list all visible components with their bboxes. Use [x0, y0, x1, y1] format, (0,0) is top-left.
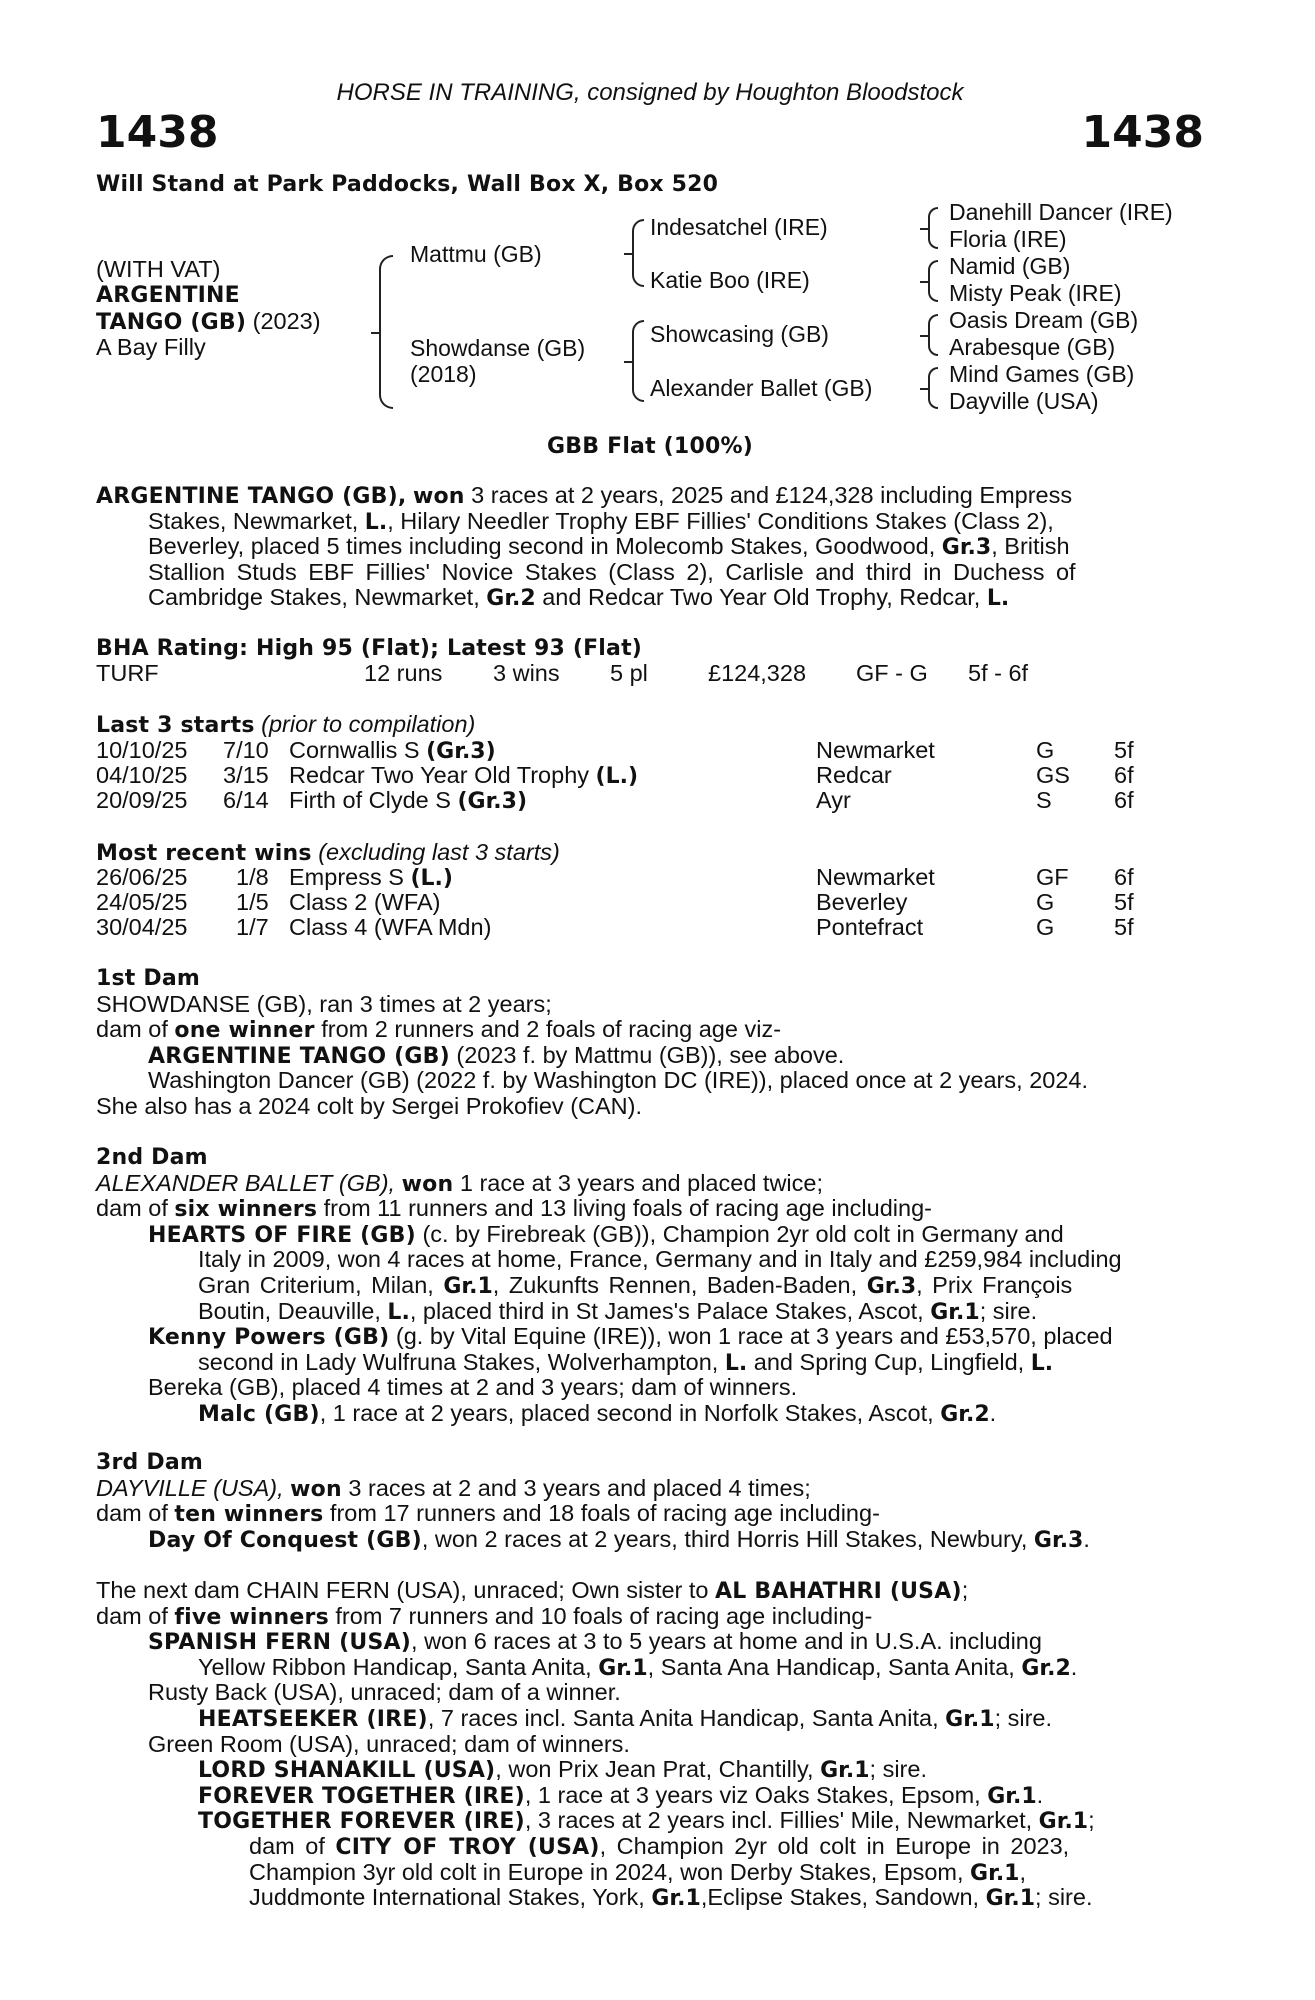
vat-note: (WITH VAT)	[96, 256, 221, 282]
pedigree-g8: Dayville (USA)	[949, 388, 1099, 414]
pedigree-g3: Namid (GB)	[949, 253, 1071, 279]
spanish-fern-line1: SPANISH FERN (USA), won 6 races at 3 to 5 years at home and in U.S.A. including	[148, 1628, 1042, 1656]
bha-turf-record	[96, 661, 1204, 687]
pedigree-brace-g4	[928, 367, 938, 409]
heatseeker-line: HEATSEEKER (IRE), 7 races incl. Santa Anita Handicap, Santa Anita, Gr.1; sire.	[198, 1704, 1053, 1732]
hearts-of-fire-line1: HEARTS OF FIRE (GB) (c. by Firebreak (GB)), Champion 2yr old colt in Germany and	[148, 1220, 1064, 1248]
bha-runs: 12 runs	[364, 660, 443, 686]
first-dam-line4: Washington Dancer (GB) (2022 f. by Washington DC (IRE)), placed once at 2 years, 2024.	[148, 1067, 1088, 1094]
bha-going: GF - G	[856, 660, 928, 686]
summary-line1: 3 races at 2 years, 2025 and £124,328 including Empress	[471, 482, 1073, 508]
first-dam-line1: SHOWDANSE (GB), ran 3 times at 2 years;	[96, 990, 552, 1017]
next-dam-line2: dam of five winners from 7 runners and 10 foals of racing age including-	[96, 1602, 873, 1630]
hearts-of-fire-line2: Italy in 2009, won 4 races at home, France, Germany and in Italy and £259,984 including	[198, 1246, 1122, 1273]
last3-row: 04/10/25 3/15 Redcar Two Year Old Trophy (L.) Redcar GS 6f	[96, 762, 1134, 789]
last3-title: Last 3 starts (prior to compilation)	[96, 711, 476, 738]
catalogue-page	[96, 0, 1204, 2000]
forever-together-line: FOREVER TOGETHER (IRE), 1 race at 3 years viz Oaks Stakes, Epsom, Gr.1.	[198, 1781, 1044, 1809]
pedigree-dam-sire: Showcasing (GB)	[650, 321, 829, 347]
pedigree-sire-dam: Katie Boo (IRE)	[650, 267, 810, 293]
horse-name-text: TANGO (GB)	[96, 310, 247, 335]
next-dam-section	[96, 1578, 1204, 1911]
second-dam-section	[96, 1145, 1204, 1427]
summary-line3: Beverley, placed 5 times including second in Molecomb Stakes, Goodwood, Gr.3, British	[148, 533, 1070, 561]
green-room-line: Green Room (USA), unraced; dam of winners.	[148, 1730, 630, 1757]
pedigree-dam-dam: Alexander Ballet (GB)	[650, 375, 873, 401]
first-dam-title: 1st Dam	[96, 966, 201, 991]
kenny-powers-line2: second in Lady Wulfruna Stakes, Wolverhampton, L. and Spring Cup, Lingfield, L.	[198, 1348, 1054, 1376]
first-dam-line5: She also has a 2024 colt by Sergei Prokofiev (CAN).	[96, 1092, 642, 1119]
second-dam-line1: ALEXANDER BALLET (GB), won 1 race at 3 years and placed twice;	[96, 1169, 823, 1197]
pedigree-brace-main	[379, 255, 393, 409]
bha-earnings: £124,328	[708, 660, 807, 686]
race-summary	[96, 483, 1204, 611]
horse-year: (2023)	[252, 308, 321, 334]
together-forever-line2: dam of CITY OF TROY (USA), Champion 2yr old colt in Europe in 2023,	[249, 1832, 1070, 1860]
third-dam-title: 3rd Dam	[96, 1450, 203, 1475]
last3-row: 20/09/25 6/14 Firth of Clyde S (Gr.3) Ayr S 6f	[96, 787, 1134, 814]
malc-line: Malc (GB), 1 race at 2 years, placed second in Norfolk Stakes, Ascot, Gr.2.	[198, 1399, 997, 1427]
second-dam-line2: dam of six winners from 11 runners and 13 living foals of racing age including-	[96, 1195, 932, 1223]
hearts-of-fire-line3: Gran Criterium, Milan, Gr.1, Zukunfts Rennen, Baden-Baden, Gr.3, Prix François	[198, 1271, 1073, 1299]
third-dam-line2: dam of ten winners from 17 runners and 18 foals of racing age including-	[96, 1500, 880, 1528]
together-forever-line1: TOGETHER FOREVER (IRE), 3 races at 2 years incl. Fillies' Mile, Newmarket, Gr.1;	[198, 1807, 1095, 1835]
pedigree-g1: Danehill Dancer (IRE)	[949, 199, 1173, 225]
summary-line2: Stakes, Newmarket, L., Hilary Needler Trophy EBF Fillies' Conditions Stakes (Class 2),	[148, 507, 1054, 535]
bha-distance: 5f - 6f	[968, 660, 1029, 686]
stand-location: Will Stand at Park Paddocks, Wall Box X, Box 520	[96, 172, 719, 197]
catalogue-header-subtitle: HORSE IN TRAINING, consigned by Houghton Bloodstock	[336, 79, 964, 106]
hearts-of-fire-line4: Boutin, Deauville, L., placed third in St James's Palace Stakes, Ascot, Gr.1; sire.	[198, 1297, 1038, 1325]
third-dam-line1: DAYVILLE (USA), won 3 races at 2 and 3 years and placed 4 times;	[96, 1474, 811, 1502]
recent-win-row: 30/04/25 1/7 Class 4 (WFA Mdn) Pontefract G 5f	[96, 914, 1134, 940]
pedigree-g4: Misty Peak (IRE)	[949, 280, 1122, 306]
bha-surface: TURF	[96, 660, 159, 686]
pedigree-g2: Floria (IRE)	[949, 226, 1067, 252]
pedigree-brace-g3	[928, 314, 938, 356]
pedigree-brace-g1	[928, 207, 938, 249]
next-dam-line1: The next dam CHAIN FERN (USA), unraced; Own sister to AL BAHATHRI (USA);	[96, 1577, 969, 1604]
pedigree-brace-dam	[632, 320, 644, 402]
recent-wins-title: Most recent wins (excluding last 3 starts)	[96, 839, 560, 866]
spanish-fern-line2: Yellow Ribbon Handicap, Santa Anita, Gr.1, Santa Ana Handicap, Santa Anita, Gr.2.	[198, 1653, 1078, 1681]
day-of-conquest-line: Day Of Conquest (GB), won 2 races at 2 years, third Horris Hill Stakes, Newbury, Gr.3.	[148, 1525, 1090, 1553]
first-dam-line3: ARGENTINE TANGO (GB) (2023 f. by Mattmu (GB)), see above.	[148, 1041, 845, 1069]
recent-win-row: 24/05/25 1/5 Class 2 (WFA) Beverley G 5f	[96, 889, 1134, 915]
bha-rating-title: BHA Rating: High 95 (Flat); Latest 93 (Flat)	[96, 636, 643, 661]
together-forever-line3: Champion 3yr old colt in Europe in 2024, won Derby Stakes, Epsom, Gr.1,	[249, 1858, 1027, 1886]
first-dam-section	[96, 966, 1204, 1120]
bereka-line: Bereka (GB), placed 4 times at 2 and 3 years; dam of winners.	[148, 1374, 798, 1401]
summary-horse-name: ARGENTINE TANGO (GB),	[96, 484, 407, 509]
second-dam-title: 2nd Dam	[96, 1145, 208, 1170]
first-dam-line2: dam of one winner from 2 runners and 2 foals of racing age viz-	[96, 1016, 782, 1044]
pedigree-sire: Mattmu (GB)	[410, 241, 542, 267]
pedigree-g6: Arabesque (GB)	[949, 334, 1116, 360]
pedigree-g5: Oasis Dream (GB)	[949, 307, 1139, 333]
horse-name-line2	[96, 309, 321, 336]
recent-win-row: 26/06/25 1/8 Empress S (L.) Newmarket GF 6f	[96, 864, 1134, 891]
lot-number-right: 1438	[1081, 107, 1204, 158]
summary-won: won	[412, 484, 465, 509]
pedigree-brace-sire	[632, 219, 644, 287]
horse-name-line1: ARGENTINE	[96, 283, 240, 308]
gbb-eligibility: GBB Flat (100%)	[547, 434, 753, 459]
pedigree-dam: Showdanse (GB)	[410, 335, 586, 361]
pedigree-sire-sire: Indesatchel (IRE)	[650, 214, 828, 240]
kenny-powers-line1: Kenny Powers (GB) (g. by Vital Equine (IRE)), won 1 race at 3 years and £53,570, placed	[148, 1323, 1113, 1351]
lord-shanakill-line: LORD SHANAKILL (USA), won Prix Jean Prat, Chantilly, Gr.1; sire.	[198, 1756, 927, 1784]
summary-line4: Stallion Studs EBF Fillies' Novice Stakes (Class 2), Carlisle and third in Duchess of	[148, 558, 1076, 585]
summary-line5: Cambridge Stakes, Newmarket, Gr.2 and Redcar Two Year Old Trophy, Redcar, L.	[148, 584, 1010, 612]
rusty-back-line: Rusty Back (USA), unraced; dam of a winner.	[148, 1679, 621, 1706]
lot-number-left: 1438	[96, 107, 219, 158]
last3-row: 10/10/25 7/10 Cornwallis S (Gr.3) Newmarket G 5f	[96, 737, 1134, 764]
bha-placed: 5 pl	[610, 660, 648, 686]
together-forever-line4: Juddmonte International Stakes, York, Gr.1,Eclipse Stakes, Sandown, Gr.1; sire.	[249, 1884, 1093, 1912]
pedigree-brace-g2	[928, 260, 938, 302]
bha-wins: 3 wins	[493, 660, 560, 686]
pedigree-g7: Mind Games (GB)	[949, 361, 1135, 387]
horse-description: A Bay Filly	[96, 334, 206, 360]
third-dam-section	[96, 1450, 1204, 1552]
pedigree-dam-year: (2018)	[410, 361, 477, 387]
